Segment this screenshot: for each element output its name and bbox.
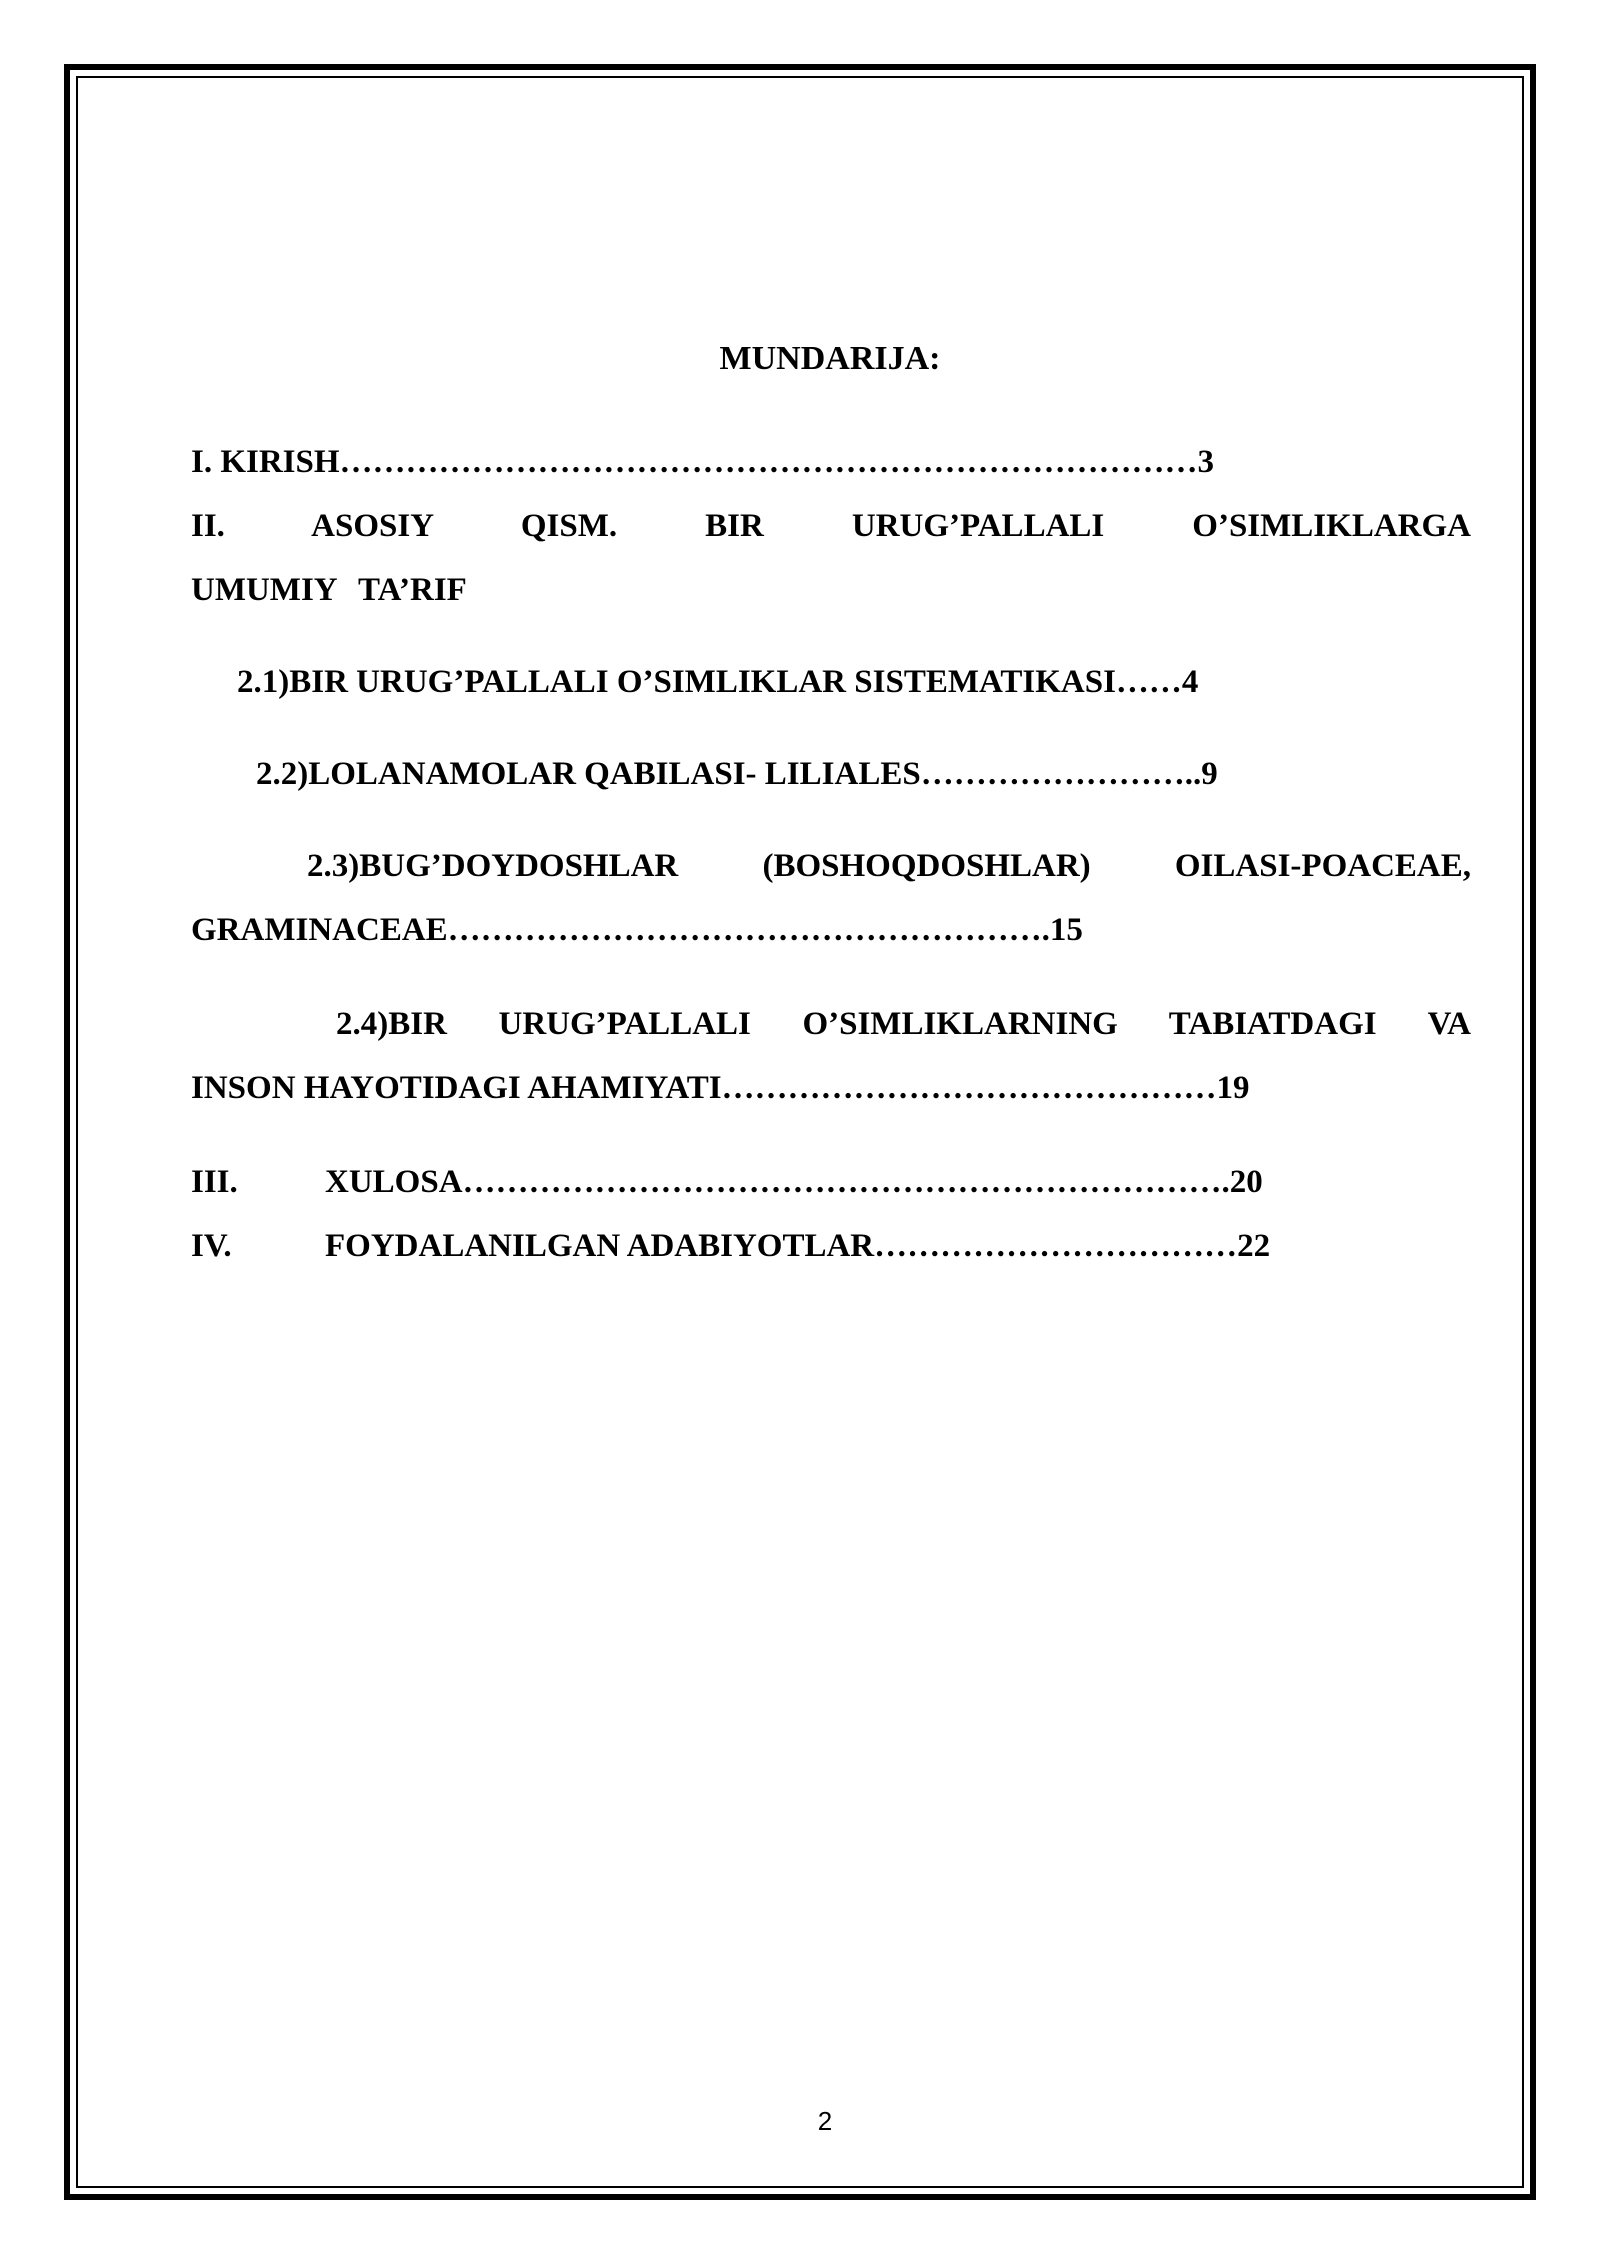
table-of-contents <box>191 430 1471 1278</box>
toc-entry-xulosa <box>191 1150 1471 1214</box>
toc-entry-asosiy-line2: UMUMIY TA’RIF <box>191 572 467 608</box>
toc-entry-2-3-line2: GRAMINACEAE……………………………………………….15 <box>191 912 1083 948</box>
toc-entry-2-2: 2.2)LOLANAMOLAR QABILASI- LILIALES……………………..9 <box>256 756 1218 792</box>
toc-entry-asosiy-line1: II. ASOSIY QISM. BIR URUG’PALLALI O’SIMLIKLARGA <box>191 508 1471 544</box>
toc-entry-2-4-line2: INSON HAYOTIDAGI AHAMIYATI………………………………………19 <box>191 1070 1250 1106</box>
toc-entry-2-3-line1: 2.3)BUG’DOYDOSHLAR (BOSHOQDOSHLAR) OILASI-POACEAE, <box>307 848 1471 884</box>
toc-entry-xulosa-text: XULOSA…………………………………………………………….20 <box>325 1164 1263 1200</box>
toc-entry-adabiyotlar <box>191 1214 1471 1278</box>
toc-entry-2-4-line1: 2.4)BIR URUG’PALLALI O’SIMLIKLARNING TABIATDAGI VA <box>336 1006 1471 1042</box>
toc-entry-xulosa-number: III. <box>191 1164 238 1200</box>
toc-title: MUNDARIJA: <box>719 340 941 377</box>
page-number: 2 <box>817 2106 833 2136</box>
toc-entry-kirish: I. KIRISH……………………………………………………………………3 <box>191 444 1215 480</box>
toc-entry-2-1: 2.1)BIR URUG’PALLALI O’SIMLIKLAR SISTEMATIKASI……4 <box>237 664 1199 700</box>
toc-entry-adabiyotlar-number: IV. <box>191 1228 232 1264</box>
toc-entry-adabiyotlar-text: FOYDALANILGAN ADABIYOTLAR……………………………22 <box>325 1228 1271 1264</box>
